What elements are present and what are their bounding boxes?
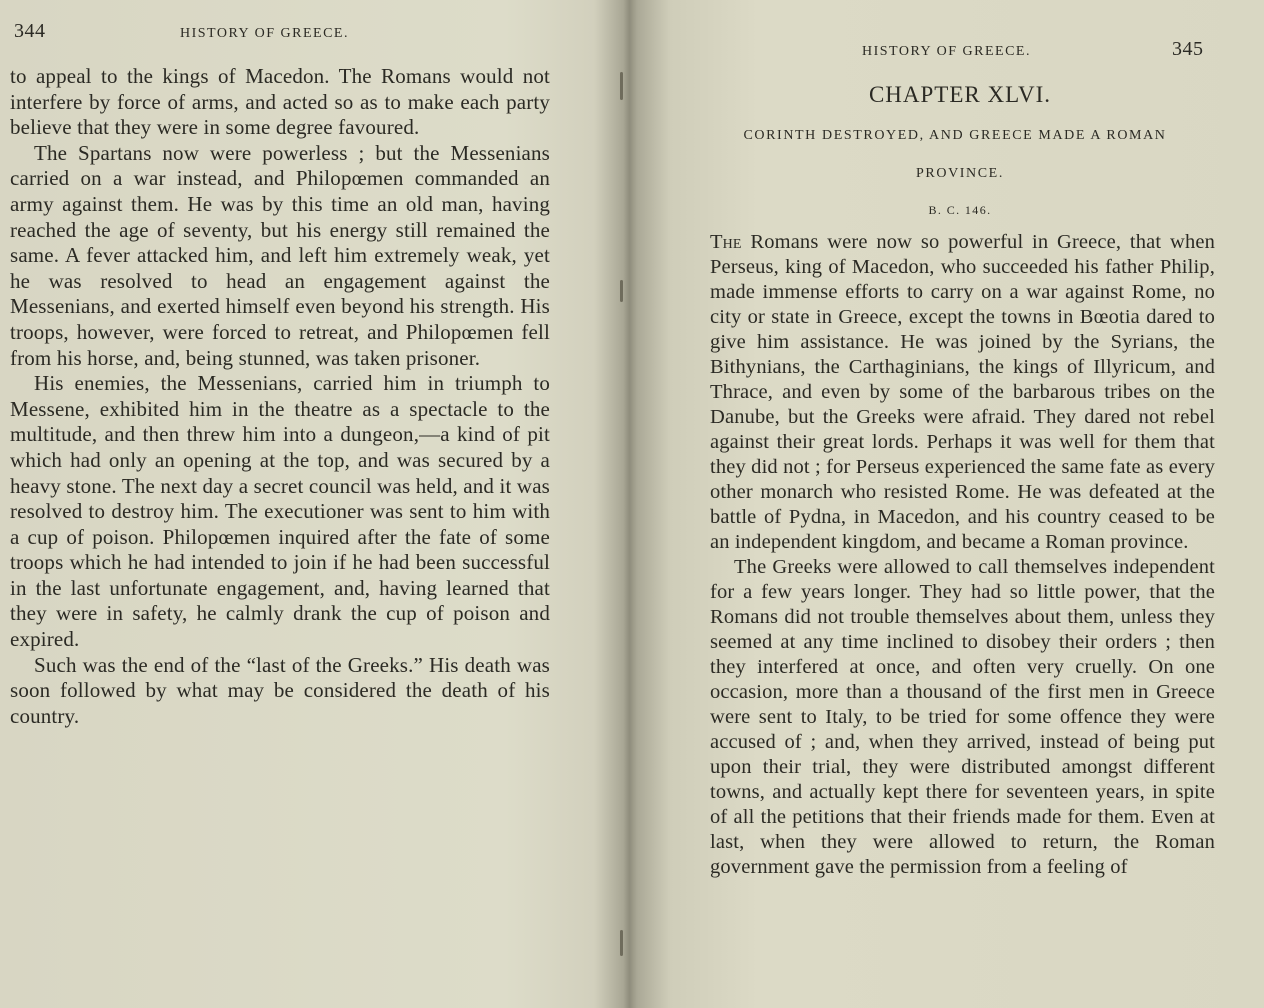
chapter-heading: CHAPTER XLVI. [868, 82, 1052, 107]
right-running-head [862, 38, 1242, 61]
left-running-title: HISTORY OF GREECE. [180, 26, 349, 41]
left-body-text [10, 64, 550, 729]
left-page-number: 344 [14, 20, 46, 42]
right-body-text [710, 230, 1215, 880]
chapter-date: B. C. 146. [928, 203, 992, 217]
binding-thread-middle [620, 280, 623, 302]
left-page [0, 0, 612, 1008]
left-paragraph-1: to appeal to the kings of Macedon. The Romans would not interfere by force of arms, and acted so as to make each party believe that they were in some degree favoured. [10, 64, 550, 140]
paragraph-lead-word: The [710, 231, 742, 253]
right-paragraph-1-text: Romans were now so powerful in Greece, that when Perseus, king of Macedon, who succeeded his father Philip, made immense efforts to carry on a war against Rome, no city or state in Greece, except the towns in Bœotia dared to give him assistance. He was joined by the Syrians, the Bithynians, the Carthaginians, the kings of Illyricum, and Thrace, and even by some of the barbarous tribes on the Danube, but the Greeks were afraid. They dared not rebel against their great lords. Perhaps it was well for them that they did not ; for Perseus experienced the same fate as every other monarch who resisted Rome. He was defeated at the battle of Pydna, in Macedon, and his country ceased to be an independent kingdom, and became a Roman province. [710, 231, 1215, 553]
binding-thread-top [620, 72, 623, 100]
left-paragraph-4: Such was the end of the “last of the Greeks.” His death was soon followed by what may be considered the death of his country. [10, 652, 550, 728]
chapter-title-line-2: PROVINCE. [916, 166, 1004, 181]
right-page [640, 0, 1264, 1008]
binding-thread-bottom [620, 930, 623, 956]
left-paragraph-3: His enemies, the Messenians, carried him in triumph to Messene, exhibited him in the theatre as a spectacle to the multitude, and then threw him into a dungeon,—a kind of pit which had only an opening at the top, and was secured by a heavy stone. The next day a secret council was held, and it was resolved to destroy him. The executioner was sent to him with a cup of poison. Philopœmen inquired after the fate of some troops which he had intended to join if he had been successful in the last unfortunate engagement, and, having learned that they were in safety, he calmly drank the cup of poison and expired. [10, 371, 550, 652]
left-paragraph-2: The Spartans now were powerless ; but the Messenians carried on a war instead, and Philopœmen commanded an army against them. He was by this time an old man, having reached the age of seventy, but his energy still remained the same. A fever attacked him, and left him extremely weak, yet he was resolved to head an engagement against the Messenians, and exerted himself even beyond his strength. His troops, however, were forced to retreat, and Philopœmen fell from his horse, and, being stunned, was taken prisoner. [10, 140, 550, 370]
right-paragraph-2: The Greeks were allowed to call themselves independent for a few years longer. They had so little power, that the Romans did not trouble themselves about them, unless they seemed at any time inclined to disobey their orders ; then they interfered at once, and often very cruelly. On one occasion, more than a thousand of the first men in Greece were sent to Italy, to be tried for some offence they were accused of ; and, when they arrived, instead of being put upon their trial, they were distributed amongst different towns, and actually kept there for seventeen years, in spite of all the petitions that their friends made for them. Even at last, when they were allowed to return, the Roman government gave the permission from a feeling of [710, 556, 1215, 878]
left-running-head [14, 20, 554, 43]
right-page-number: 345 [1172, 38, 1204, 60]
right-running-title: HISTORY OF GREECE. [862, 44, 1031, 59]
chapter-title-line-1: CORINTH DESTROYED, AND GREECE MADE A ROMAN [743, 128, 1167, 143]
right-paragraph-1 [710, 230, 1215, 555]
